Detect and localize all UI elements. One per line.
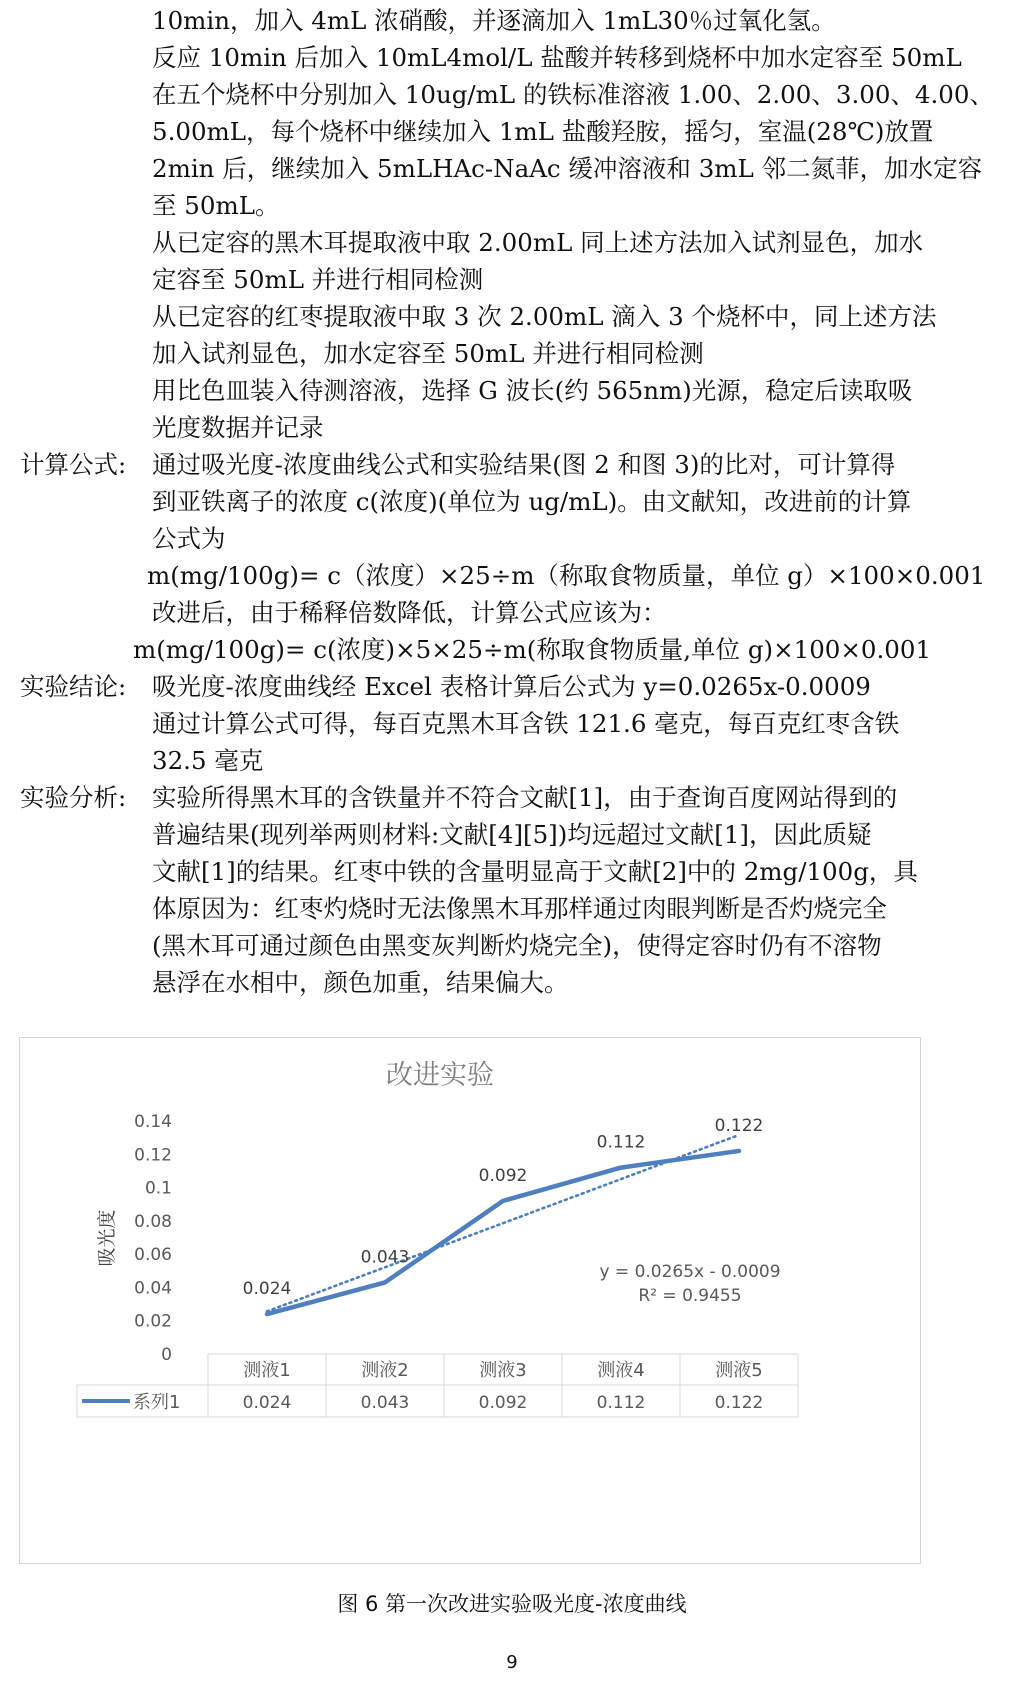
y-tick-label: 0.08 xyxy=(134,1211,172,1232)
y-tick-label: 0.06 xyxy=(134,1245,172,1266)
line-text: 加入试剂显色，加水定容至 50mL 并进行相同检测 xyxy=(152,339,704,368)
text-line xyxy=(20,2,1005,39)
text-line xyxy=(20,446,1005,483)
line-text: 从已定容的红枣提取液中取 3 次 2.00mL 滴入 3 个烧杯中，同上述方法 xyxy=(152,302,937,331)
table-value: 0.092 xyxy=(478,1393,528,1413)
line-text: m(mg/100g)= c(浓度)×5×25÷m(称取食物质量,单位 g)×100×0.001 xyxy=(133,635,932,664)
data-label: 0.092 xyxy=(478,1165,528,1186)
table-value: 0.043 xyxy=(360,1393,410,1413)
y-tick-label: 0.1 xyxy=(144,1178,172,1199)
line-text: 5.00mL，每个烧杯中继续加入 1mL 盐酸羟胺，摇匀，室温(28℃)放置 xyxy=(152,117,934,146)
category-label: 测液5 xyxy=(715,1360,763,1381)
line-text: 公式为 xyxy=(152,524,226,553)
line-text: 定容至 50mL 并进行相同检测 xyxy=(152,265,484,294)
line-text: 吸光度-浓度曲线经 Excel 表格计算后公式为 y=0.0265x-0.0009 xyxy=(152,672,871,701)
trendline-equation: y = 0.0265x - 0.0009 xyxy=(599,1262,781,1282)
y-axis-label: 吸光度 xyxy=(96,1209,118,1267)
text-line xyxy=(20,187,1005,224)
body-text xyxy=(20,2,1005,1001)
text-line xyxy=(20,668,1005,705)
text-line xyxy=(20,261,1005,298)
section-label: 实验结论: xyxy=(20,672,127,701)
line-text: 光度数据并记录 xyxy=(152,413,324,442)
text-line xyxy=(20,631,1005,668)
text-line xyxy=(20,853,1005,890)
text-line xyxy=(20,298,1005,335)
line-text: 至 50mL。 xyxy=(152,191,280,220)
line-text: 悬浮在水相中，颜色加重，结果偏大。 xyxy=(152,968,569,997)
trendline-r2: R² = 0.9455 xyxy=(638,1286,742,1306)
text-line xyxy=(20,927,1005,964)
text-line xyxy=(20,150,1005,187)
y-tick-label: 0.02 xyxy=(134,1311,172,1332)
y-tick-label: 0.04 xyxy=(134,1278,172,1299)
text-line xyxy=(20,39,1005,76)
data-label: 0.024 xyxy=(242,1279,292,1300)
line-text: 2min 后，继续加入 5mLHAc-NaAc 缓冲溶液和 3mL 邻二氮菲，加水定容 xyxy=(152,154,983,183)
category-label: 测液2 xyxy=(361,1360,409,1381)
line-text: 文献[1]的结果。红枣中铁的含量明显高于文献[2]中的 2mg/100g，具 xyxy=(152,857,918,886)
line-text: 实验所得黑木耳的含铁量并不符合文献[1]，由于查询百度网站得到的 xyxy=(152,783,898,812)
line-text: m(mg/100g)= c（浓度）×25÷m（称取食物质量，单位 g）×100×0.001 xyxy=(147,561,986,590)
text-line xyxy=(20,557,1005,594)
line-text: 在五个烧杯中分别加入 10ug/mL 的铁标准溶液 1.00、2.00、3.00、4.00、 xyxy=(152,80,994,109)
data-label: 0.112 xyxy=(596,1132,646,1153)
text-line xyxy=(20,483,1005,520)
chart-title: 改进实验 xyxy=(386,1060,494,1091)
text-line xyxy=(20,76,1005,113)
page-number: 9 xyxy=(506,1652,518,1673)
text-line xyxy=(20,335,1005,372)
line-text: 从已定容的黑木耳提取液中取 2.00mL 同上述方法加入试剂显色，加水 xyxy=(152,228,924,257)
text-line xyxy=(20,224,1005,261)
absorbance-chart xyxy=(20,1038,920,1563)
section-label: 计算公式: xyxy=(20,450,127,479)
table-value: 0.024 xyxy=(242,1393,292,1413)
text-line xyxy=(20,742,1005,779)
text-line xyxy=(20,520,1005,557)
line-text: 反应 10min 后加入 10mL4mol/L 盐酸并转移到烧杯中加水定容至 50mL xyxy=(152,43,962,72)
text-line xyxy=(20,964,1005,1001)
category-label: 测液3 xyxy=(479,1360,527,1381)
line-text: 普遍结果(现列举两则材料:文献[4][5])均远超过文献[1]，因此质疑 xyxy=(152,820,872,849)
text-line xyxy=(20,409,1005,446)
section-label: 实验分析: xyxy=(20,783,127,812)
line-text: 10min，加入 4mL 浓硝酸，并逐滴加入 1mL30％过氧化氢。 xyxy=(152,6,836,35)
y-tick-label: 0.12 xyxy=(134,1145,172,1166)
line-text: 通过吸光度-浓度曲线公式和实验结果(图 2 和图 3)的比对，可计算得 xyxy=(152,450,896,479)
line-text: 改进后，由于稀释倍数降低，计算公式应该为： xyxy=(152,598,667,627)
text-line xyxy=(20,705,1005,742)
category-label: 测液4 xyxy=(597,1360,645,1381)
data-label: 0.122 xyxy=(714,1115,764,1136)
text-line xyxy=(20,816,1005,853)
line-text: (黑木耳可通过颜色由黑变灰判断灼烧完全)，使得定容时仍有不溶物 xyxy=(152,931,882,960)
table-value: 0.112 xyxy=(596,1393,646,1413)
legend-series-name: 系列1 xyxy=(133,1392,181,1413)
line-text: 到亚铁离子的浓度 c(浓度)(单位为 ug/mL)。由文献知，改进前的计算 xyxy=(152,487,912,516)
figure-caption: 图 6 第一次改进实验吸光度-浓度曲线 xyxy=(337,1592,687,1616)
category-label: 测液1 xyxy=(243,1360,291,1381)
line-text: 32.5 毫克 xyxy=(152,746,264,775)
text-line xyxy=(20,890,1005,927)
text-line xyxy=(20,113,1005,150)
line-text: 用比色皿装入待测溶液，选择 G 波长(约 565nm)光源，稳定后读取吸 xyxy=(152,376,913,405)
line-text: 体原因为：红枣灼烧时无法像黑木耳那样通过肉眼判断是否灼烧完全 xyxy=(152,894,887,923)
y-tick-label: 0.14 xyxy=(134,1112,172,1132)
text-line xyxy=(20,372,1005,409)
table-value: 0.122 xyxy=(714,1393,764,1413)
chart-container xyxy=(19,1037,921,1564)
text-line xyxy=(20,594,1005,631)
line-text: 通过计算公式可得，每百克黑木耳含铁 121.6 毫克，每百克红枣含铁 xyxy=(152,709,900,738)
data-label: 0.043 xyxy=(360,1247,410,1268)
text-line xyxy=(20,779,1005,816)
y-tick-label: 0 xyxy=(161,1345,172,1365)
